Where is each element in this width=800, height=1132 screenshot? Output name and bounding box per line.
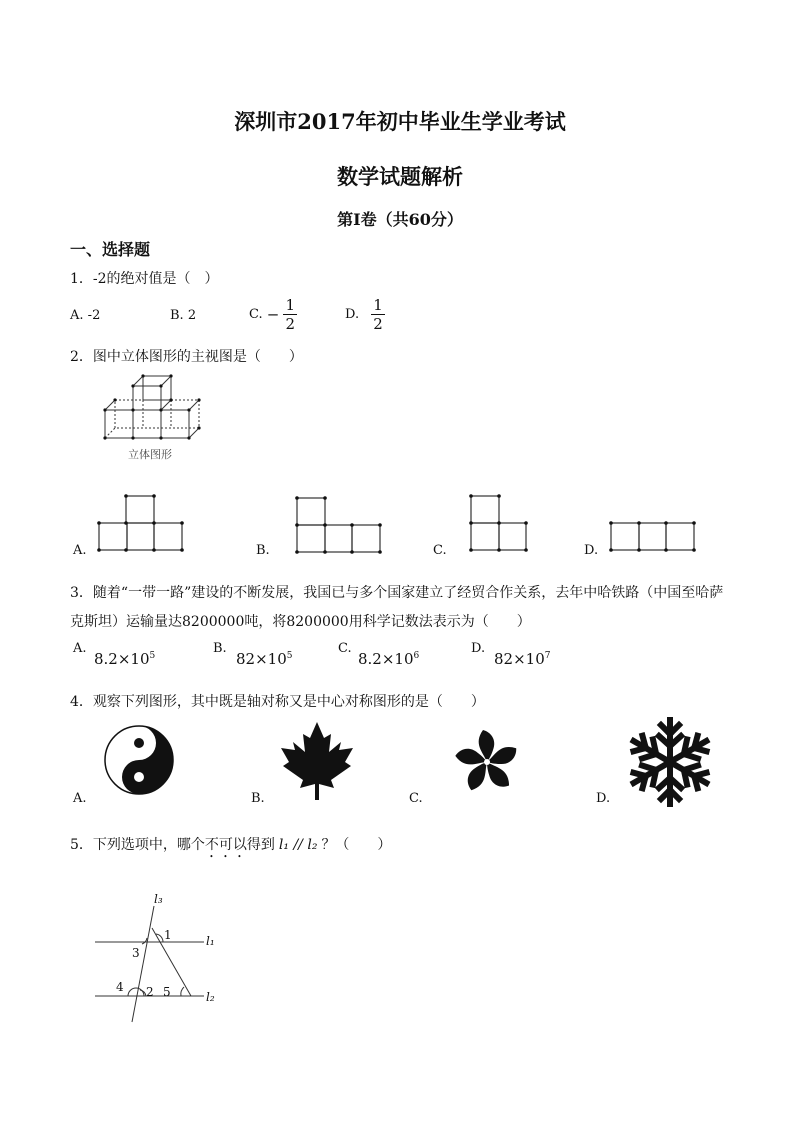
denominator: 2 bbox=[285, 315, 296, 333]
numerator: 1 bbox=[373, 296, 383, 314]
q3-option-b-value bbox=[236, 650, 292, 668]
maple-leaf-icon bbox=[279, 720, 355, 802]
stem-middle: 得到 bbox=[246, 837, 275, 853]
q4-option-a[interactable]: A. bbox=[73, 791, 87, 806]
mantissa: 8.2×10 bbox=[94, 650, 150, 668]
question-3-stem-line2: 克斯坦）运输量达8200000吨，将8200000用科学记数法表示为（ ） bbox=[70, 614, 531, 630]
option-d-view bbox=[610, 522, 696, 552]
q2-option-b[interactable]: B. bbox=[256, 543, 270, 558]
denominator: 2 bbox=[373, 315, 383, 333]
q4-option-c[interactable]: C. bbox=[409, 791, 423, 806]
page-title: 深圳市2017年初中毕业生学业考试 bbox=[234, 109, 566, 134]
stem-prefix: 5．下列选项中，哪个 bbox=[70, 837, 205, 853]
q1-option-c[interactable] bbox=[249, 296, 297, 333]
label-l2: l₂ bbox=[206, 990, 215, 1004]
option-letter: D. bbox=[345, 307, 360, 322]
exponent: 5 bbox=[286, 651, 293, 661]
parallel-lines-figure bbox=[92, 894, 222, 1024]
question-5-stem bbox=[70, 834, 391, 861]
option-b-view bbox=[296, 496, 382, 554]
q2-option-d[interactable]: D. bbox=[584, 543, 599, 558]
fraction bbox=[371, 296, 385, 333]
question-1-stem: 1．-2的绝对值是（ ） bbox=[70, 271, 219, 287]
option-c-view bbox=[470, 494, 530, 552]
label-angle-3: 3 bbox=[132, 946, 140, 960]
fraction bbox=[283, 296, 297, 333]
option-letter: C. bbox=[338, 641, 352, 656]
numerator: 1 bbox=[285, 296, 296, 314]
option-letter: C. bbox=[249, 307, 263, 322]
q2-option-c[interactable]: C. bbox=[433, 543, 447, 558]
q1-option-d[interactable] bbox=[345, 296, 385, 333]
stem-emphasis: 不可以 bbox=[204, 837, 247, 853]
stem-suffix: ？（ ） bbox=[321, 837, 392, 853]
option-sign: − bbox=[266, 305, 280, 324]
option-letter: A. bbox=[73, 641, 87, 656]
bauhinia-flower-icon bbox=[451, 726, 523, 798]
option-letter: A. bbox=[70, 308, 84, 323]
question-2-stem: 2．图中立体图形的主视图是（ ） bbox=[70, 349, 303, 365]
option-a-view bbox=[98, 494, 184, 552]
label-angle-4: 4 bbox=[116, 980, 124, 994]
option-letter: B. bbox=[213, 641, 227, 656]
page-subtitle: 数学试题解析 bbox=[337, 164, 463, 189]
section-heading: 一、选择题 bbox=[70, 240, 151, 259]
snowflake-icon bbox=[624, 716, 716, 808]
q3-option-a[interactable] bbox=[73, 641, 87, 656]
label-angle-5: 5 bbox=[163, 985, 171, 999]
q3-option-b[interactable] bbox=[213, 641, 227, 656]
q2-option-a[interactable]: A. bbox=[73, 543, 87, 558]
q4-option-b[interactable]: B. bbox=[251, 791, 265, 806]
question-3-stem-line1: 3．随着“一带一路”建设的不断发展，我国已与多个国家建立了经贸合作关系，去年中哈铁路（中国至哈萨 bbox=[70, 585, 724, 601]
mantissa: 82×10 bbox=[494, 650, 545, 668]
q3-option-d[interactable] bbox=[471, 641, 485, 656]
volume-heading: 第Ⅰ卷（共60分） bbox=[337, 210, 463, 229]
exponent: 6 bbox=[413, 651, 420, 661]
q1-option-b[interactable] bbox=[170, 308, 196, 323]
q3-option-c[interactable] bbox=[338, 641, 352, 656]
option-text: -2 bbox=[87, 308, 101, 323]
figure-caption: 立体图形 bbox=[128, 448, 172, 461]
q3-option-c-value bbox=[358, 650, 419, 668]
option-letter: B. bbox=[170, 308, 184, 323]
label-angle-2: 2 bbox=[146, 985, 154, 999]
mantissa: 82×10 bbox=[236, 650, 287, 668]
solid-figure bbox=[100, 372, 220, 444]
option-letter: D. bbox=[471, 641, 486, 656]
exponent: 7 bbox=[544, 651, 551, 661]
q3-option-a-value bbox=[94, 650, 155, 668]
question-4-stem: 4．观察下列图形，其中既是轴对称又是中心对称图形的是（ ） bbox=[70, 694, 485, 710]
q3-option-d-value bbox=[494, 650, 550, 668]
yin-yang-icon bbox=[103, 724, 175, 796]
stem-math: l₁ // l₂ bbox=[278, 837, 318, 853]
q1-option-a[interactable] bbox=[70, 308, 100, 323]
q4-option-d[interactable]: D. bbox=[596, 791, 611, 806]
exponent: 5 bbox=[149, 651, 156, 661]
label-angle-1: 1 bbox=[164, 928, 172, 942]
label-l3: l₃ bbox=[154, 892, 163, 906]
mantissa: 8.2×10 bbox=[358, 650, 414, 668]
label-l1: l₁ bbox=[206, 934, 215, 948]
option-text: 2 bbox=[187, 308, 197, 323]
